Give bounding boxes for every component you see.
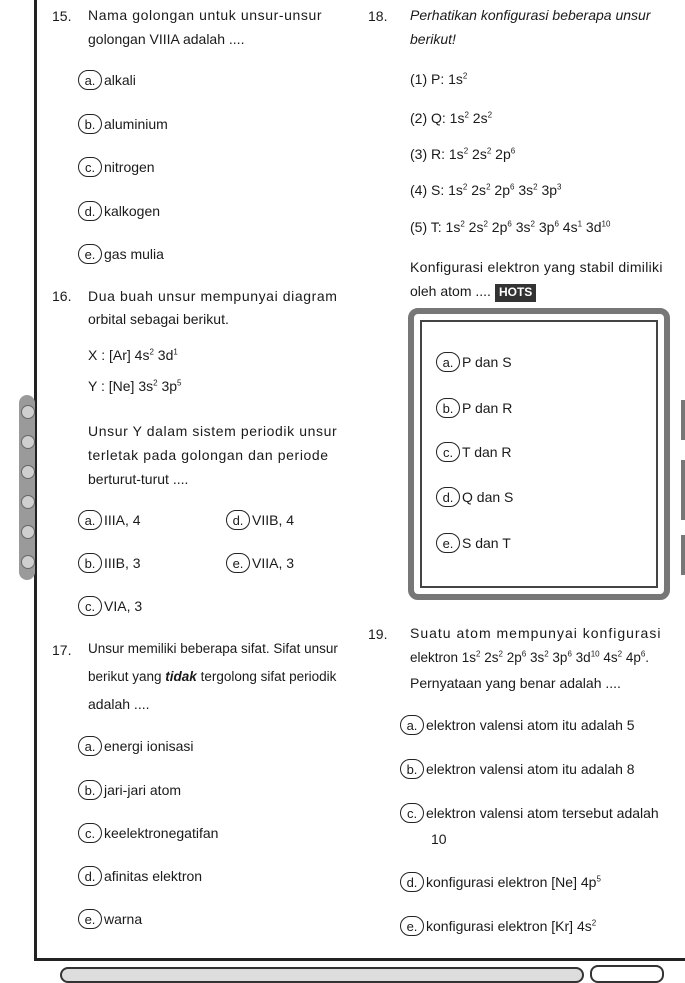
orbital-electrons: 2 (617, 649, 623, 659)
option-key: b. (78, 553, 102, 573)
answer-option[interactable] (400, 803, 659, 823)
option-text: VIA, 3 (104, 598, 143, 614)
config-text: 3p (157, 378, 178, 394)
question-number: 15. (52, 8, 72, 24)
spine-ring (21, 465, 35, 479)
orbital-electrons: 2 (476, 649, 481, 659)
electron-config-1 (410, 70, 467, 88)
footer-bar (60, 967, 584, 983)
orbital-term: 1s (448, 146, 464, 162)
answer-option[interactable] (78, 201, 160, 221)
option-key: c. (400, 803, 424, 823)
config-sup: 1 (173, 347, 178, 357)
answer-option[interactable] (78, 596, 142, 616)
orbital-term: 1s (445, 219, 461, 235)
config-text: Y : [Ne] 3s (88, 378, 154, 394)
spine-ring (21, 435, 35, 449)
option-key: a. (78, 736, 102, 756)
answer-option[interactable] (78, 736, 194, 756)
question-text-part: elektron (410, 650, 462, 665)
question-text: Unsur memiliki beberapa sifat. Sifat unsur (88, 641, 338, 656)
option-key: d. (78, 201, 102, 221)
option-text-continuation: 10 (431, 831, 447, 847)
option-text: energi ionisasi (104, 738, 194, 754)
option-key: b. (78, 114, 102, 134)
answer-option[interactable] (78, 244, 164, 264)
config-sup: 2 (153, 378, 158, 388)
binding-spine (19, 395, 35, 580)
option-key: a. (436, 352, 460, 372)
question-text: golongan VIIIA adalah .... (88, 31, 245, 47)
orbital-electrons: 2 (462, 182, 468, 192)
answer-option[interactable] (78, 510, 141, 530)
answer-option[interactable] (436, 398, 512, 418)
option-text: kalkogen (104, 203, 161, 219)
config-text: 3d (153, 347, 174, 363)
orbital-term: 4p (622, 650, 641, 665)
config-label: (2) Q: (410, 110, 450, 126)
answer-option[interactable] (400, 759, 635, 779)
option-key: d. (400, 872, 424, 892)
option-text: VIIA, 3 (252, 555, 295, 571)
question-number: 19. (368, 626, 388, 642)
option-text: VIIB, 4 (252, 512, 295, 528)
orbital-term: 1s (449, 110, 465, 126)
option-sup: 5 (596, 874, 601, 884)
answer-option[interactable] (78, 70, 136, 90)
option-key: c. (78, 823, 102, 843)
orbital-electrons: 2 (544, 649, 549, 659)
option-text: nitrogen (104, 159, 155, 175)
option-key: e. (226, 553, 250, 573)
orbital-electrons: 3 (557, 182, 562, 192)
orbital-config-y (88, 377, 181, 395)
question-text (410, 282, 536, 302)
option-text: IIIA, 4 (104, 512, 141, 528)
answer-option[interactable] (78, 157, 155, 177)
option-text: afinitas elektron (104, 868, 203, 884)
orbital-term: 2p (502, 650, 522, 665)
option-text: gas mulia (104, 246, 164, 262)
orbital-term: 1s (461, 650, 477, 665)
orbital-term: 3d (571, 650, 591, 665)
question-text-part: berikut yang (88, 669, 166, 684)
orbital-term: 2s (468, 146, 487, 162)
question-text: terletak pada golongan dan periode (88, 447, 329, 463)
config-sup: 5 (177, 378, 182, 388)
orbital-term: 1s (448, 71, 463, 87)
orbital-electrons: 2 (460, 219, 465, 229)
spine-ring (21, 405, 35, 419)
option-text: keelektronegatifan (104, 825, 219, 841)
question-config-line (410, 649, 649, 667)
config-label: (3) R: (410, 146, 449, 162)
answer-option[interactable] (436, 442, 512, 462)
option-key: c. (78, 596, 102, 616)
orbital-term: 2s (467, 182, 487, 198)
question-text: Pernyataan yang benar adalah .... (410, 675, 621, 691)
option-key: d. (78, 866, 102, 886)
option-key: e. (78, 244, 102, 264)
config-label: (1) P: (410, 71, 449, 87)
question-number: 18. (368, 8, 388, 24)
answer-option[interactable] (226, 553, 294, 573)
option-key: c. (436, 442, 460, 462)
orbital-term: 4s (558, 219, 578, 235)
question-number: 16. (52, 288, 72, 304)
config-label: (5) T: (410, 219, 446, 235)
question-text-part: tergolong sifat periodik (196, 669, 337, 684)
orbital-electrons: 1 (577, 219, 583, 229)
question-text: orbital sebagai berikut. (88, 311, 229, 327)
option-text: P dan R (462, 400, 513, 416)
orbital-electrons: 6 (507, 219, 512, 229)
answer-option[interactable] (436, 533, 511, 553)
option-text: warna (104, 911, 143, 927)
option-key: b. (436, 398, 460, 418)
spine-ring (21, 555, 35, 569)
emphasis-text: tidak (165, 669, 197, 684)
option-text: elektron valensi atom itu adalah 8 (426, 761, 635, 777)
answer-option[interactable] (400, 872, 601, 892)
orbital-term: 3p (537, 182, 558, 198)
option-text (426, 918, 596, 934)
question-text: Unsur Y dalam sistem periodik unsur (88, 423, 338, 439)
config-sup: 2 (149, 347, 154, 357)
option-text: T dan R (462, 444, 512, 460)
orbital-term: 3p (548, 650, 568, 665)
electron-config-4 (410, 181, 562, 199)
electron-config-3 (410, 145, 515, 163)
answer-option[interactable] (436, 352, 512, 372)
footer-page-tag (590, 965, 664, 983)
answer-option[interactable] (78, 780, 181, 800)
option-key: a. (78, 70, 102, 90)
orbital-electrons: 2 (463, 146, 469, 156)
orbital-electrons: 2 (486, 182, 491, 192)
option-text: P dan S (462, 354, 512, 370)
question-text: Nama golongan untuk unsur-unsur (88, 7, 323, 23)
orbital-term: 3s (526, 650, 545, 665)
orbital-electrons: 6 (554, 219, 559, 229)
question-text: berturut-turut .... (88, 471, 189, 487)
orbital-term: 2p (490, 182, 510, 198)
hots-badge: HOTS (495, 284, 536, 302)
electron-config-2 (410, 109, 492, 127)
option-key: c. (78, 157, 102, 177)
orbital-electrons: 6 (640, 649, 646, 659)
option-sup: 2 (591, 918, 597, 928)
orbital-term: 2p (487, 219, 508, 235)
option-key: e. (400, 916, 424, 936)
option-text (426, 874, 601, 890)
question-text (88, 668, 336, 686)
answer-option[interactable] (400, 916, 596, 936)
option-key: a. (400, 715, 424, 735)
spine-ring (21, 495, 35, 509)
option-text-part: konfigurasi elektron [Kr] 4s (426, 918, 592, 934)
page-edge-tab (681, 400, 685, 440)
orbital-electrons: 10 (601, 219, 611, 229)
orbital-config-x (88, 346, 178, 364)
answer-option[interactable] (78, 553, 141, 573)
orbital-term: 3s (514, 182, 534, 198)
answer-option[interactable] (226, 510, 294, 530)
option-key: d. (436, 487, 460, 507)
orbital-electrons: 2 (486, 146, 492, 156)
question-text-part: . (645, 650, 650, 665)
spine-ring (21, 525, 35, 539)
option-key: a. (78, 510, 102, 530)
option-key: e. (436, 533, 460, 553)
question-text-part: oleh atom .... (410, 283, 491, 299)
option-text-part: konfigurasi elektron [Ne] 4p (426, 874, 597, 890)
question-text: berikut! (410, 31, 456, 47)
orbital-electrons: 2 (498, 649, 503, 659)
orbital-electrons: 2 (533, 182, 538, 192)
orbital-term: 4s (599, 650, 618, 665)
config-text: X : [Ar] 4s (88, 347, 150, 363)
orbital-electrons: 2 (462, 71, 468, 81)
answer-option[interactable] (78, 866, 202, 886)
page-edge-tab (681, 460, 685, 520)
option-text: aluminium (104, 116, 168, 132)
page-border-bottom (34, 958, 685, 961)
orbital-electrons: 2 (530, 219, 535, 229)
orbital-term: 2p (491, 146, 511, 162)
electron-config-5 (410, 218, 610, 236)
page-edge-tab (681, 535, 685, 575)
orbital-electrons: 6 (510, 146, 516, 156)
question-text: Suatu atom mempunyai konfigurasi (410, 625, 662, 641)
orbital-electrons: 2 (487, 110, 493, 120)
orbital-term: 2s (468, 110, 488, 126)
config-label: (4) S: (410, 182, 449, 198)
orbital-term: 3s (511, 219, 531, 235)
option-text: elektron valensi atom tersebut adalah (426, 805, 659, 821)
orbital-term: 3p (534, 219, 555, 235)
orbital-electrons: 2 (464, 110, 469, 120)
question-text: adalah .... (88, 696, 150, 712)
orbital-term: 3d (582, 219, 602, 235)
option-key: b. (78, 780, 102, 800)
option-text: Q dan S (462, 489, 514, 505)
option-key: e. (78, 909, 102, 929)
orbital-term: 1s (448, 182, 463, 198)
orbital-term: 2s (464, 219, 484, 235)
answer-option[interactable] (78, 823, 218, 843)
question-text: Dua buah unsur mempunyai diagram (88, 288, 338, 304)
option-text: alkali (104, 72, 136, 88)
orbital-electrons: 6 (567, 649, 572, 659)
option-text: IIIB, 3 (104, 555, 141, 571)
question-text: Perhatikan konfigurasi beberapa unsur (410, 7, 651, 23)
answer-option[interactable] (436, 487, 513, 507)
orbital-electrons: 10 (590, 649, 600, 659)
option-text: S dan T (462, 535, 511, 551)
answer-option[interactable] (78, 114, 168, 134)
answer-option[interactable] (400, 715, 635, 735)
orbital-electrons: 2 (483, 219, 488, 229)
option-key: d. (226, 510, 250, 530)
orbital-electrons: 6 (509, 182, 515, 192)
option-text: jari-jari atom (104, 782, 182, 798)
option-text: elektron valensi atom itu adalah 5 (426, 717, 635, 733)
question-number: 17. (52, 642, 72, 658)
orbital-term: 2s (480, 650, 499, 665)
orbital-electrons: 6 (521, 649, 527, 659)
option-key: b. (400, 759, 424, 779)
answer-option[interactable] (78, 909, 142, 929)
question-text: Konfigurasi elektron yang stabil dimiliki (410, 259, 663, 275)
